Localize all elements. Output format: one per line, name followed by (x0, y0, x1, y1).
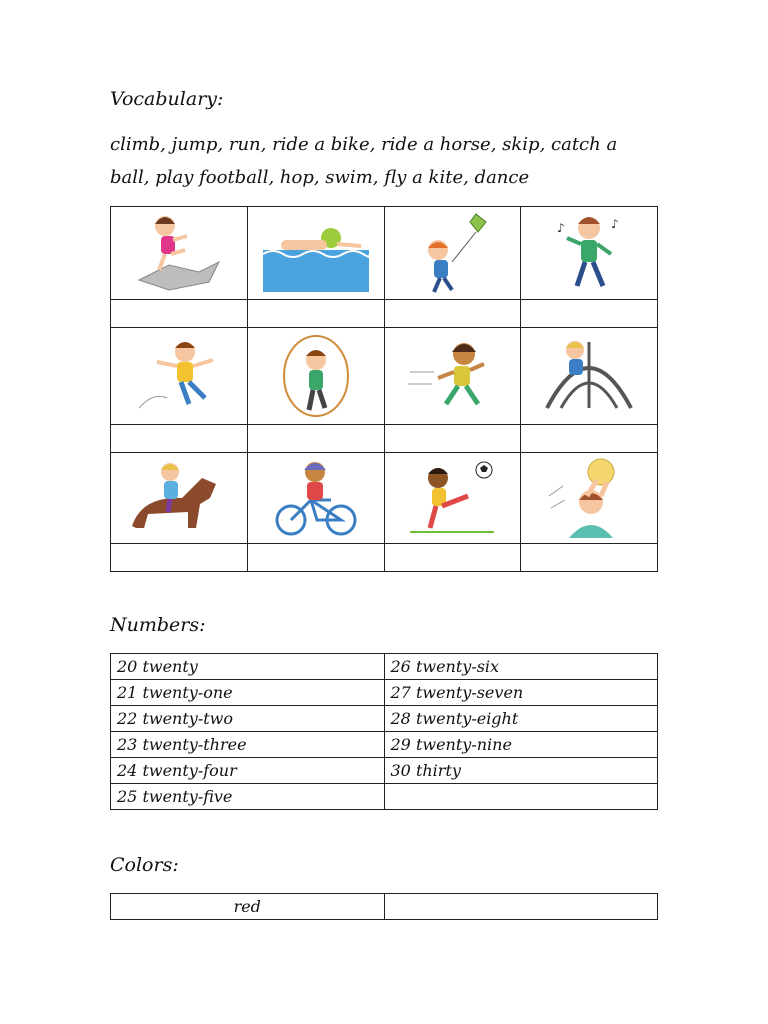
number-cell: 26 twenty-six (384, 654, 658, 680)
color-cell[interactable] (384, 894, 658, 920)
table-row (111, 732, 658, 758)
fly-kite-icon (412, 210, 492, 296)
answer-cell[interactable] (384, 300, 521, 328)
vocabulary-heading: Vocabulary: (110, 88, 224, 110)
picture-cell (384, 453, 521, 544)
swim-icon (261, 210, 371, 296)
answer-cell[interactable] (247, 425, 384, 453)
color-cell: red (111, 894, 385, 920)
jump-icon (129, 332, 229, 420)
number-cell: 30 thirty (384, 758, 658, 784)
answer-cell[interactable] (384, 544, 521, 572)
picture-cell (384, 328, 521, 425)
answer-cell[interactable] (521, 544, 658, 572)
climb-icon (539, 332, 639, 420)
table-row (111, 706, 658, 732)
answer-cell[interactable] (111, 425, 248, 453)
picture-cell (111, 453, 248, 544)
picture-cell (521, 328, 658, 425)
number-cell: 25 twenty-five (111, 784, 385, 810)
colors-heading: Colors: (110, 854, 179, 876)
number-cell: 22 twenty-two (111, 706, 385, 732)
ride-bike-icon (271, 456, 361, 540)
answer-cell[interactable] (247, 300, 384, 328)
table-row (111, 784, 658, 810)
answer-cell[interactable] (384, 425, 521, 453)
picture-cell (521, 207, 658, 300)
number-cell: 20 twenty (111, 654, 385, 680)
numbers-table (110, 653, 658, 810)
number-cell: 29 twenty-nine (384, 732, 658, 758)
activity-picture-grid (110, 206, 658, 572)
ride-horse-icon (124, 456, 234, 540)
table-row (111, 654, 658, 680)
number-cell: 28 twenty-eight (384, 706, 658, 732)
answer-cell[interactable] (521, 425, 658, 453)
run-icon (402, 332, 502, 420)
vocabulary-list (110, 128, 670, 194)
number-cell[interactable] (384, 784, 658, 810)
table-row (111, 758, 658, 784)
vocabulary-line-2: ball, play football, hop, swim, fly a kite, dance (110, 167, 530, 188)
hop-icon (129, 210, 229, 296)
picture-cell (111, 207, 248, 300)
number-cell: 24 twenty-four (111, 758, 385, 784)
picture-cell (247, 328, 384, 425)
number-cell: 23 twenty-three (111, 732, 385, 758)
table-row (111, 894, 658, 920)
number-cell: 27 twenty-seven (384, 680, 658, 706)
answer-cell[interactable] (111, 300, 248, 328)
catch-ball-icon (539, 456, 639, 540)
picture-cell (247, 453, 384, 544)
dance-icon (549, 210, 629, 296)
table-row (111, 680, 658, 706)
picture-cell (384, 207, 521, 300)
vocabulary-line-1: climb, jump, run, ride a bike, ride a horse, skip, catch a (110, 134, 618, 155)
play-football-icon (402, 456, 502, 540)
number-cell: 21 twenty-one (111, 680, 385, 706)
colors-table (110, 893, 658, 920)
numbers-heading: Numbers: (110, 614, 206, 636)
svg-text:♪: ♪ (611, 217, 619, 231)
picture-cell (111, 328, 248, 425)
svg-text:♪: ♪ (557, 221, 565, 235)
answer-cell[interactable] (111, 544, 248, 572)
picture-cell (521, 453, 658, 544)
answer-cell[interactable] (247, 544, 384, 572)
picture-cell (247, 207, 384, 300)
skip-icon (271, 332, 361, 420)
answer-cell[interactable] (521, 300, 658, 328)
